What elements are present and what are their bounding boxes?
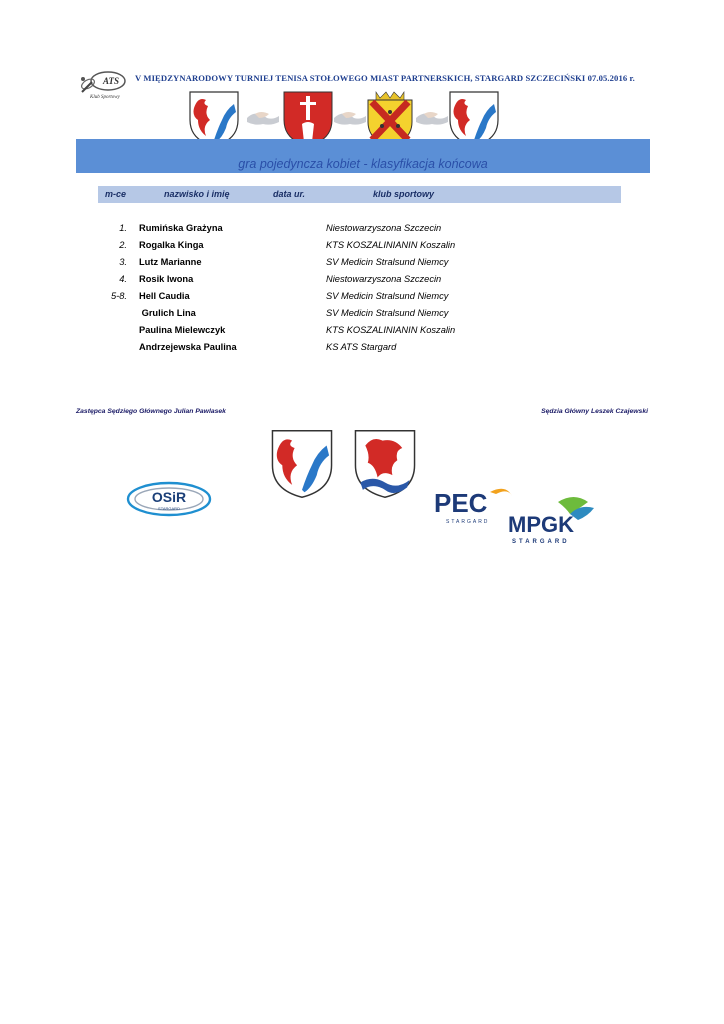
row-name: Hell Caudia <box>139 291 190 301</box>
col-birth: data ur. <box>273 189 306 199</box>
tournament-title: V MIĘDZYNARODOWY TURNIEJ TENISA STOŁOWEGO MIAST PARTNERSKICH, STARGARD SZCZECIŃSKI 07.05.2016 r. <box>135 73 635 83</box>
row-club: Niestowarzyszona Szczecin <box>326 274 442 284</box>
row-name: Rogalka Kinga <box>139 240 204 250</box>
row-place: 5-8. <box>110 291 127 301</box>
table-row <box>0 240 724 256</box>
mpgk-subtext: STARGARD <box>512 539 570 545</box>
table-header <box>98 186 621 203</box>
logo-subtext: Klub Sportowy <box>90 95 120 100</box>
row-name: Andrzejewska Paulina <box>139 342 237 352</box>
logo-text: ATS <box>103 76 120 86</box>
pec-text: PEC <box>434 488 488 518</box>
table-row <box>0 274 724 290</box>
row-name: Grulich Lina <box>139 308 196 318</box>
row-club: KTS KOSZALINIANIN Koszalin <box>326 240 456 250</box>
row-club: Niestowarzyszona Szczecin <box>326 223 442 233</box>
row-name: Paulina Mielewczyk <box>139 325 226 335</box>
griffin-crest-3 <box>270 428 334 505</box>
table-row <box>0 257 724 273</box>
row-name: Rumińska Grażyna <box>139 223 223 233</box>
table-row <box>0 223 724 239</box>
pec-subtext: STARGARD <box>446 519 490 525</box>
table-row <box>0 325 724 341</box>
row-place: 4. <box>119 274 127 284</box>
osir-subtext: STARGARD <box>158 506 180 511</box>
table-row <box>0 291 724 307</box>
row-name: Lutz Marianne <box>139 257 202 267</box>
row-place: 2. <box>119 240 127 250</box>
table-row <box>0 342 724 358</box>
col-name: nazwisko i imię <box>164 189 230 199</box>
osir-logo <box>126 480 212 518</box>
row-place: 3. <box>119 257 127 267</box>
col-club: klub sportowy <box>373 189 435 199</box>
table-row <box>0 308 724 324</box>
row-club: KTS KOSZALINIANIN Koszalin <box>326 325 456 335</box>
pec-logo <box>432 482 514 526</box>
row-club: KS ATS Stargard <box>326 342 397 352</box>
mpgk-logo <box>508 494 600 546</box>
chief-judge: Sędzia Główny Leszek Czajewski <box>541 408 648 415</box>
banner-heading: gra pojedyncza kobiet - klasyfikacja końcowa <box>238 157 488 171</box>
handshake-icon-3 <box>414 106 450 133</box>
col-place: m-ce <box>105 189 127 199</box>
handshake-icon-2 <box>332 106 368 133</box>
row-place: 1. <box>119 223 127 233</box>
row-name: Rosik Iwona <box>139 274 194 284</box>
deputy-judge: Zastępca Sędziego Głównego Julian Pawlasek <box>76 408 226 415</box>
row-club: SV Medicin Stralsund Niemcy <box>326 308 449 318</box>
handshake-icon-1 <box>245 106 281 133</box>
row-club: SV Medicin Stralsund Niemcy <box>326 257 449 267</box>
griffin-wave-crest <box>353 428 417 505</box>
ats-club-logo <box>78 70 134 102</box>
row-club: SV Medicin Stralsund Niemcy <box>326 291 449 301</box>
osir-text: OSiR <box>151 489 187 505</box>
mpgk-text: MPGK <box>508 512 574 537</box>
